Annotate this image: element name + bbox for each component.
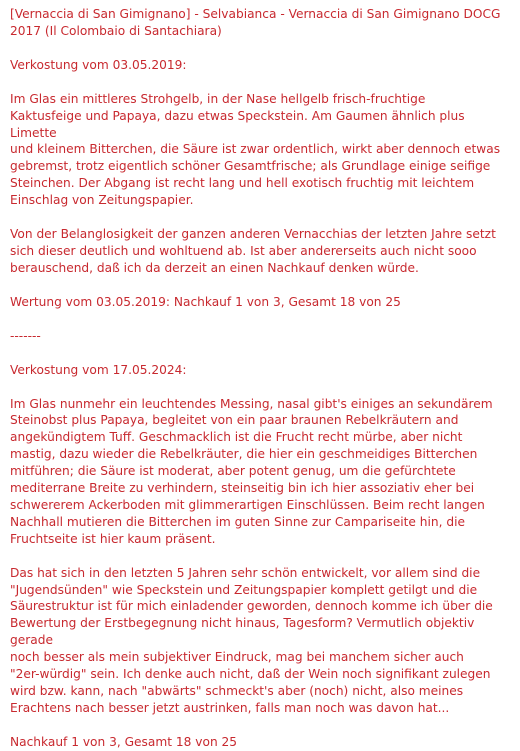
text-line: mitführen; die Säure ist moderat, aber potent genug, um die gefürchtete bbox=[10, 464, 456, 479]
text-line: Einschlag von Zeitungspapier. bbox=[10, 193, 194, 208]
separator: ------- bbox=[10, 328, 41, 343]
text-line: Nachhall mutieren die Bitterchen im guten Sinne zur Campariseite hin, die bbox=[10, 514, 465, 529]
text-line: Steinobst plus Papaya, begleitet von ein paar braunen Rebelkräutern and bbox=[10, 413, 459, 428]
text-line: angekündigtem Tuff. Geschmacklich ist die Frucht recht mürbe, aber nicht bbox=[10, 430, 463, 445]
text-line: mediterrane Breite zu verhindern, steinseitig bin ich hier assoziativ eher bei bbox=[10, 481, 475, 496]
wine-title bbox=[10, 6, 514, 40]
wine-title-line: 2017 (Il Colombaio di Santachiara) bbox=[10, 23, 222, 38]
text-line: "Jugendsünden" wie Speckstein und Zeitungspapier komplett getilgt und die bbox=[10, 582, 478, 597]
text-line: Steinchen. Der Abgang ist recht lang und hell exotisch fruchtig mit leichtem bbox=[10, 176, 475, 191]
text-line: Das hat sich in den letzten 5 Jahren sehr schön entwickelt, vor allem sind die bbox=[10, 565, 481, 580]
text-line: gebremst, trotz eigentlich schöner Gesamtfrische; als Grundlage einige seifige bbox=[10, 159, 491, 174]
tasting-heading: Verkostung vom 03.05.2019: bbox=[10, 57, 187, 72]
text-line: mastig, dazu wieder die Rebelkräuter, die hier ein geschmeidiges Bitterchen bbox=[10, 447, 478, 462]
text-line: berauschend, daß ich da derzeit an einen Nachkauf denken würde. bbox=[10, 260, 419, 275]
wine-review-post bbox=[10, 6, 514, 751]
text-line: noch besser als mein subjektiver Eindruck, mag bei manchem sicher auch bbox=[10, 650, 464, 665]
text-line: schwererem Ackerboden mit glimmerartigen Einschlüssen. Beim recht langen bbox=[10, 497, 485, 512]
text-line: Von der Belanglosigkeit der ganzen anderen Vernacchias der letzten Jahre setzt bbox=[10, 227, 496, 242]
rating-line: Nachkauf 1 von 3, Gesamt 18 von 25 bbox=[10, 734, 238, 749]
text-line: Bewertung der Erstbegegnung nicht hinaus, Tagesform? Vermutlich objektiv gerade bbox=[10, 616, 475, 648]
tasting-conclusion-paragraph bbox=[10, 226, 514, 277]
text-line: Kaktusfeige und Papaya, dazu etwas Speckstein. Am Gaumen ähnlich plus Limette bbox=[10, 108, 465, 140]
text-line: Erachtens nach besser jetzt austrinken, falls man noch was davon hat... bbox=[10, 700, 450, 715]
rating-line: Wertung vom 03.05.2019: Nachkauf 1 von 3, Gesamt 18 von 25 bbox=[10, 294, 401, 309]
tasting-notes-paragraph bbox=[10, 396, 514, 548]
tasting-heading: Verkostung vom 17.05.2024: bbox=[10, 362, 187, 377]
text-line: Säurestruktur ist für mich einladender geworden, dennoch komme ich über die bbox=[10, 599, 493, 614]
text-line: Fruchtseite ist hier kaum präsent. bbox=[10, 531, 216, 546]
text-line: wird bzw. kann, nach "abwärts" schmeckt's aber (noch) nicht, also meines bbox=[10, 684, 464, 698]
wine-title-line: [Vernaccia di San Gimignano] - Selvabianca - Vernaccia di San Gimignano DOCG bbox=[10, 7, 501, 21]
tasting-conclusion-paragraph bbox=[10, 565, 514, 717]
text-line: Im Glas nunmehr ein leuchtendes Messing, nasal gibt's einiges an sekundärem bbox=[10, 396, 493, 411]
text-line: sich dieser deutlich und wohltuend ab. Ist aber andererseits auch nicht sooo bbox=[10, 243, 477, 258]
tasting-notes-paragraph bbox=[10, 91, 514, 209]
text-line: und kleinem Bitterchen, die Säure ist zwar ordentlich, wirkt aber dennoch etwas bbox=[10, 142, 501, 157]
text-line: Im Glas ein mittleres Strohgelb, in der Nase hellgelb frisch-fruchtige bbox=[10, 91, 426, 106]
text-line: "2er-würdig" sein. Ich denke auch nicht, daß der Wein noch signifikant zulegen bbox=[10, 667, 491, 682]
